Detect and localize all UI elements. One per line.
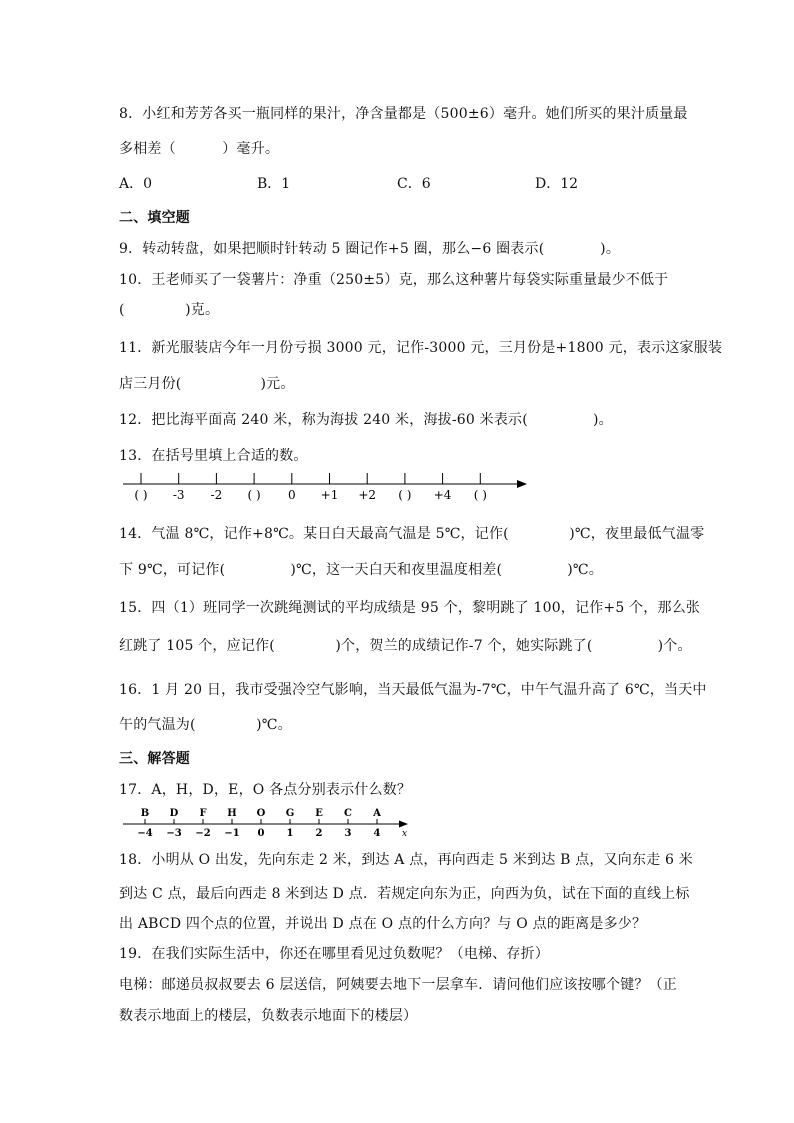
q17-point-letter: G: [285, 808, 295, 819]
q16-line2: 午的气温为( )℃。: [119, 717, 292, 733]
q14-line2: 下 9℃，可记作( )℃，这一天白天和夜里温度相差( )℃。: [119, 562, 603, 578]
q17-point-letter: F: [199, 808, 207, 819]
q9: 9．转动转盘，如果把顺时针转动 5 圈记作+5 圈，那么−6 圈表示( )。: [119, 241, 621, 257]
q15-line2: 红跳了 105 个，应记作( )个，贺兰的成绩记作-7 个，她实际跳了( )个。: [119, 638, 692, 654]
q19-line2: 电梯：邮递员叔叔要去 6 层送信，阿姨要去地下一层拿车．请问他们应该按哪个键？（正: [119, 977, 678, 993]
q13-tick-label: ( ): [398, 488, 412, 502]
q13-axis-arrow: [517, 480, 527, 488]
q10-line2: ( )克。: [119, 302, 220, 318]
q17-axis-label: x: [402, 829, 408, 839]
q17-tick-number: −2: [195, 828, 211, 839]
q16-line1: 16．1 月 20 日，我市受强冷空气影响，当天最低气温为-7℃，中午气温升高了 6℃，当天中: [119, 682, 707, 698]
q13-tick-label: ( ): [473, 488, 487, 502]
q8-line1: 8．小红和芳芳各买一瓶同样的果汁，净含量都是（500±6）毫升。她们所买的果汁质量最: [119, 106, 688, 122]
q13-tick-label: ( ): [247, 488, 261, 502]
q17-tick-number: 4: [373, 828, 381, 839]
q13-tick-label: -2: [210, 488, 223, 502]
q13-tick-label: 0: [287, 488, 296, 502]
q13-text: 13．在括号里填上合适的数。: [119, 448, 308, 464]
q13-tick-label: ( ): [134, 488, 148, 502]
q10-line1: 10．王老师买了一袋薯片：净重（250±5）克，那么这种薯片每袋实际重量最少不低于: [119, 272, 669, 288]
q13-tick-label: +1: [320, 488, 339, 502]
q17-tick-number: 3: [344, 828, 352, 839]
q13-tick-label: +4: [433, 488, 452, 502]
q17-point-letter: E: [315, 808, 323, 819]
section-3-heading: 三、解答题: [119, 751, 190, 767]
q8-option-b: B．1: [257, 176, 291, 192]
q11-line2: 店三月份( )元。: [119, 376, 295, 392]
q13-tick-label: -3: [172, 488, 185, 502]
q17-point-letter: H: [227, 808, 237, 819]
q18-line3: 出 ABCD 四个点的位置，并说出 D 点在 O 点的什么方向？与 O 点的距离是多少？: [119, 916, 647, 932]
q17-text: 17．A，H，D，E，O 各点分别表示什么数？: [119, 782, 412, 798]
q17-tick-number: 2: [315, 828, 323, 839]
q17-point-letter: B: [140, 808, 150, 819]
q17-point-letter: D: [169, 808, 179, 819]
q19-line1: 19．在我们实际生活中，你还在哪里看见过负数呢？（电梯、存折）: [119, 946, 550, 962]
q8-option-d: D．12: [535, 176, 579, 192]
q17-point-letter: O: [256, 808, 266, 819]
q17-tick-number: 1: [286, 828, 294, 839]
q17-number-line: [119, 805, 419, 841]
q17-point-letter: C: [344, 808, 352, 819]
q13-number-line: [119, 470, 539, 504]
q17-tick-number: −3: [166, 828, 182, 839]
q17-point-letter: A: [373, 808, 381, 819]
q19-line3: 数表示地面上的楼层，负数表示地面下的楼层）: [119, 1008, 418, 1024]
q17-tick-number: −1: [224, 828, 240, 839]
q17-axis-arrow: [399, 821, 408, 828]
section-2-heading: 二、填空题: [119, 210, 190, 226]
q8-line2: 多相差（ ）毫升。: [119, 141, 280, 157]
q17-tick-number: 0: [257, 828, 265, 839]
q17-tick-number: −4: [137, 828, 153, 839]
q8-option-c: C．6: [397, 176, 431, 192]
q8-option-a: A．0: [119, 176, 153, 192]
q11-line1: 11．新光服装店今年一月份亏损 3000 元，记作-3000 元，三月份是+1800 元，表示这家服装: [119, 340, 723, 356]
q15-line1: 15．四（1）班同学一次跳绳测试的平均成绩是 95 个，黎明跳了 100，记作+5 个，那么张: [119, 600, 701, 616]
q18-line2: 到达 C 点，最后向西走 8 米到达 D 点．若规定向东为正，向西为负，试在下面的直线上标: [119, 886, 690, 902]
q13-tick-label: +2: [358, 488, 377, 502]
q14-line1: 14．气温 8℃，记作+8℃。某日白天最高气温是 5℃，记作( )℃，夜里最低气温零: [119, 526, 705, 542]
q12: 12．把比海平面高 240 米，称为海拔 240 米，海拔-60 米表示( )。: [119, 412, 613, 428]
q18-line1: 18．小明从 O 出发，先向东走 2 米，到达 A 点，再向西走 5 米到达 B 点，又向东走 6 米: [119, 852, 694, 868]
